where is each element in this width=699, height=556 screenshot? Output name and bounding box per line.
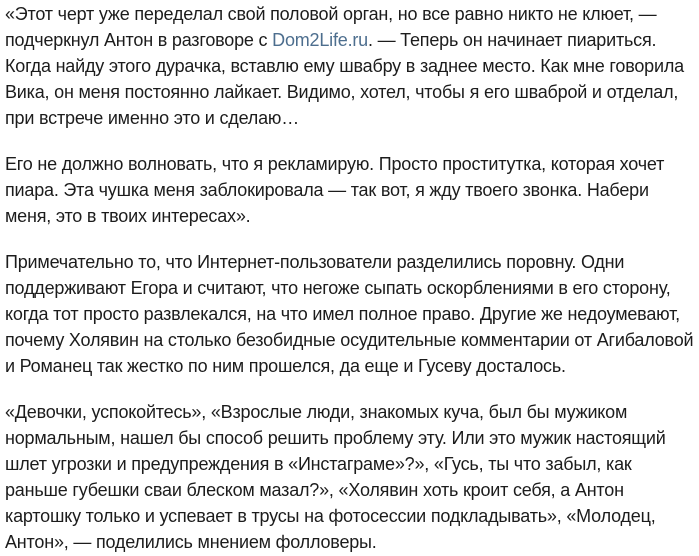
paragraph-text: Примечательно то, что Интернет-пользователи разделились поровну. Одни поддерживают Егора и считают, что негоже сыпать оскорблениями в его сторону, когда тот просто развлекался, на что имел полное право. Другие же недоумевают, почему Холявин на столько безобидные осудительные комментарии от Агибаловой и Романец так жестко по ним прошелся, да еще и Гусеву досталось.	[5, 252, 694, 376]
paragraph-text: «Этот черт уже переделал свой половой орган, но все равно никто не клюет, — подчеркнул Антон в разговоре с	[5, 4, 657, 50]
paragraph-text: «Девочки, успокойтесь», «Взрослые люди, знакомых куча, был бы мужиком нормальным, нашел бы способ решить проблему эту. Или это мужик настоящий шлет угрозки и предупреждения в «Инстаграме»?», «Гусь, ты что забыл, как раньше губешки сваи блеском мазал?», «Холявин хоть кроит себя, а Антон картошку только и успевает в трусы на фотосессии подкладывать», «Молодец, Антон», — поделились мнением фолловеры.	[5, 402, 666, 552]
article-paragraph	[5, 399, 694, 555]
article-paragraph	[5, 1, 694, 131]
paragraph-text: . — Теперь он начинает пиариться. Когда найду этого дурачка, вставлю ему швабру в заднее место. Как мне говорила Вика, он меня постоянно лайкает. Видимо, хотел, чтобы я его шваброй и отделал, при встрече именно это и сделаю…	[5, 30, 684, 128]
article-paragraph	[5, 151, 694, 229]
article-paragraph	[5, 249, 694, 379]
paragraph-text: Его не должно волновать, что я рекламирую. Просто проститутка, которая хочет пиара. Эта чушка меня заблокировала — так вот, я жду твоего звонка. Набери меня, это в твоих интересах».	[5, 154, 665, 226]
dom2life-link[interactable]: Dom2Life.ru	[272, 30, 368, 50]
